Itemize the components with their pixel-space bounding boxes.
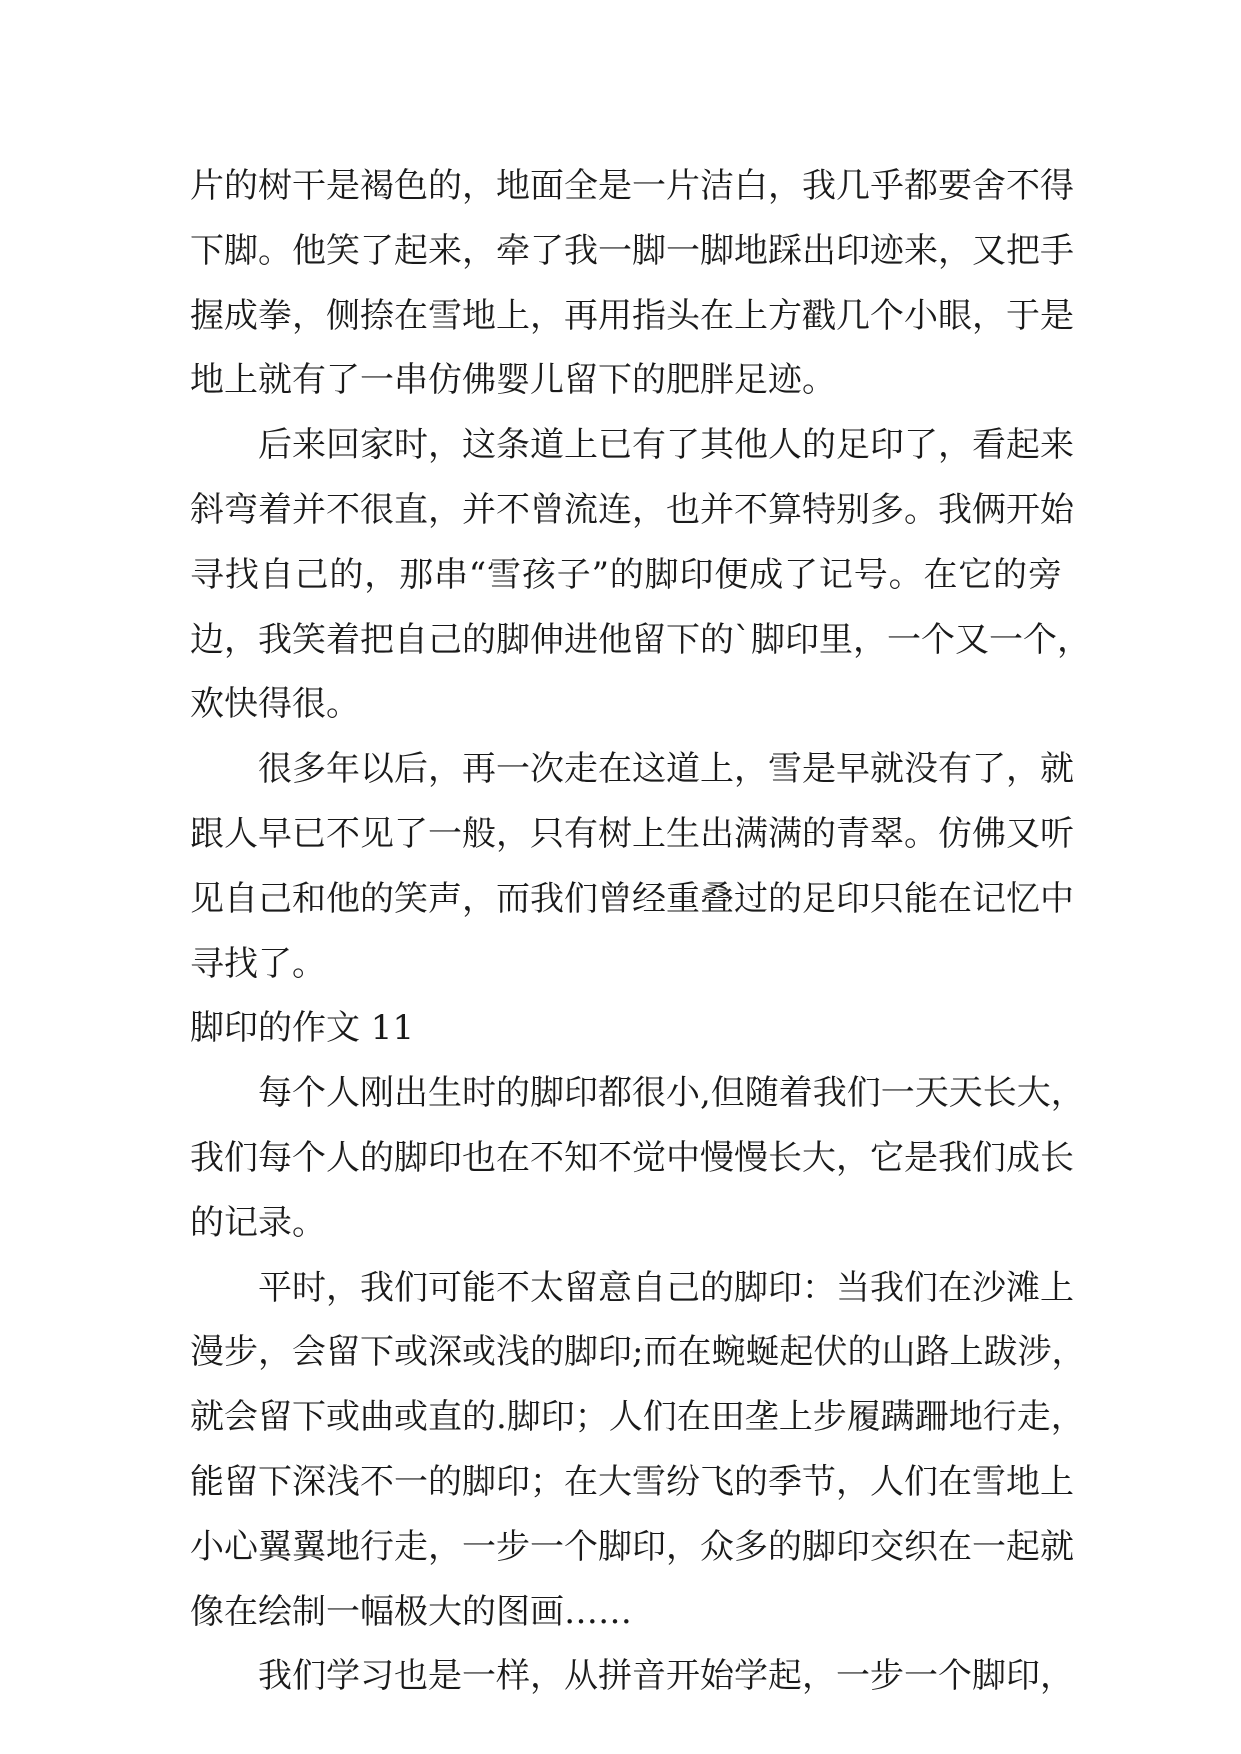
text-line: 地上就有了一串仿佛婴儿留下的肥胖足迹。: [190, 360, 836, 401]
text-line: 寻找了。: [190, 943, 326, 984]
text-line: 小心翼翼地行走，一步一个脚印，众多的脚印交织在一起就: [190, 1526, 1074, 1567]
text-line: 跟人早已不见了一般，只有树上生出满满的青翠。仿佛又听: [190, 813, 1074, 854]
text-line: 后来回家时，这条道上已有了其他人的足印了，看起来: [258, 425, 1074, 466]
text-line: 平时，我们可能不太留意自己的脚印：当我们在沙滩上: [258, 1267, 1074, 1308]
text-line: 像在绘制一幅极大的图画……: [190, 1591, 632, 1632]
text-line: 很多年以后，再一次走在这道上，雪是早就没有了，就: [258, 749, 1074, 790]
text-line: 我们每个人的脚印也在不知不觉中慢慢长大，它是我们成长: [190, 1137, 1074, 1178]
text-line: 的记录。: [190, 1202, 326, 1243]
text-line: 握成拳，侧捺在雪地上，再用指头在上方戳几个小眼，于是: [190, 295, 1074, 336]
text-line: 寻找自己的，那串“雪孩子”的脚印便成了记号。在它的旁: [190, 554, 1062, 595]
text-line: 就会留下或曲或直的.脚印；人们在田垄上步履蹒跚地行走，: [190, 1397, 1085, 1438]
document-body: [190, 154, 1091, 1709]
text-line: 下脚。他笑了起来，牵了我一脚一脚地踩出印迹来，又把手: [190, 230, 1074, 271]
text-line: 欢快得很。: [190, 684, 360, 725]
text-line: 斜弯着并不很直，并不曾流连，也并不算特别多。我俩开始: [190, 489, 1074, 530]
text-line: 边，我笑着把自己的脚伸进他留下的`脚印里，一个又一个，: [190, 619, 1091, 660]
text-line: 每个人刚出生时的脚印都很小,但随着我们一天天长大，: [258, 1073, 1085, 1114]
text-line: 漫步，会留下或深或浅的脚印;而在蜿蜒起伏的山路上跋涉，: [190, 1332, 1086, 1373]
text-line: 片的树干是褐色的，地面全是一片洁白，我几乎都要舍不得: [190, 166, 1074, 206]
text-line: 见自己和他的笑声，而我们曾经重叠过的足印只能在记忆中: [190, 878, 1074, 919]
section-heading: 脚印的作文 11: [190, 1008, 415, 1049]
text-line: 我们学习也是一样，从拼音开始学起，一步一个脚印，: [258, 1656, 1074, 1697]
text-line: 能留下深浅不一的脚印；在大雪纷飞的季节，人们在雪地上: [190, 1461, 1074, 1502]
